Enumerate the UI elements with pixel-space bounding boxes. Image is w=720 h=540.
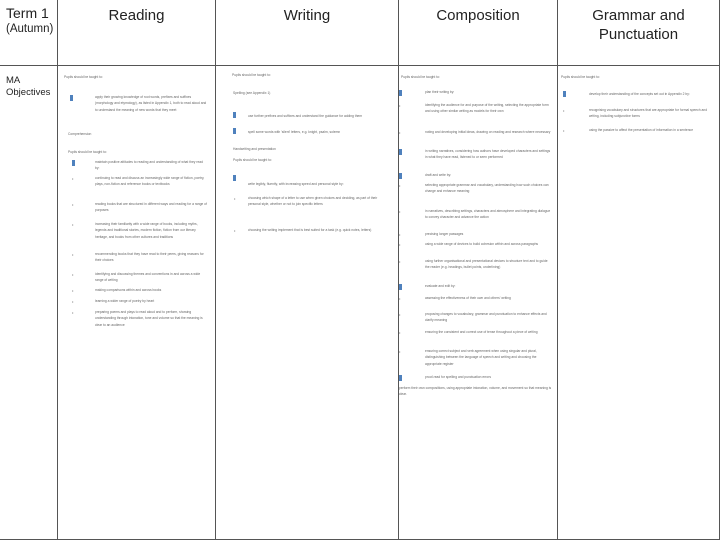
sub-bullet-dot: • — [563, 108, 565, 113]
reading-item: making comparisons within and across books — [95, 288, 162, 292]
term-header — [0, 0, 58, 66]
composition-item: proposing changes to vocabulary, grammar and punctuation to enhance effects and clarify meaning — [425, 312, 547, 323]
writing-item: spell some words with 'silent' letters, e.g. knight, psalm, solemn — [248, 130, 341, 134]
grammar-intro: Pupils should be taught to: — [561, 75, 600, 79]
bullet-marker — [563, 91, 566, 97]
sub-bullet-dot: • — [399, 330, 401, 335]
writing-title: Writing — [283, 7, 331, 24]
sub-bullet-dot: • — [399, 209, 401, 214]
bullet-marker — [399, 284, 402, 290]
composition-item: proof-read for spelling and punctuation errors — [425, 375, 491, 379]
sub-bullet-dot: • — [72, 202, 74, 207]
sub-bullet-dot: • — [399, 232, 401, 237]
sub-bullet-dot: • — [234, 228, 236, 233]
composition-item: perform their own compositions, using appropriate intonation, volume, and movement so that meaning is clear. — [399, 386, 552, 397]
bullet-marker — [233, 175, 236, 181]
reading-column — [58, 66, 216, 540]
composition-item: evaluate and edit by: — [425, 284, 456, 288]
reading-intro-2: Pupils should be taught to: — [68, 150, 107, 154]
composition-intro: Pupils should be taught to: — [401, 75, 440, 79]
bullet-marker — [72, 160, 75, 166]
sub-bullet-dot: • — [72, 222, 74, 227]
grammar-title-line2: Punctuation — [598, 26, 679, 43]
term-title: Term 1 — [6, 5, 49, 21]
writing-item: choosing the writing implement that is best suited for a task (e.g. quick notes, letters) — [248, 228, 372, 232]
grammar-header — [558, 0, 720, 66]
grammar-item: using the passive to affect the presentation of information in a sentence — [589, 128, 694, 132]
reading-item: increasing their familiarity with a wide range of books, including myths, legends and traditional stories, modern fiction, fiction from our literary heritage, and books from other cultures and traditions — [95, 222, 198, 239]
writing-item: write legibly, fluently, with increasing speed and personal style by: — [248, 182, 344, 186]
writing-intro-2: Pupils should be taught to: — [233, 158, 272, 162]
reading-intro: Pupils should be taught to: — [64, 75, 103, 79]
sub-bullet-dot: • — [234, 196, 236, 201]
reading-title: Reading — [108, 7, 165, 24]
reading-item: maintain positive attitudes to reading and understanding of what they read by: — [95, 160, 203, 171]
objectives-label: MA Objectives — [0, 66, 58, 540]
writing-header — [216, 0, 399, 66]
spelling-heading: Spelling (see Appendix 1) — [233, 91, 271, 95]
reading-item: continuing to read and discuss an increasingly wide range of fiction, poetry, plays, non-fiction and reference books or textbooks — [95, 176, 205, 187]
sub-bullet-dot: • — [72, 176, 74, 181]
composition-item: plan their writing by: — [425, 90, 455, 94]
bullet-marker — [233, 128, 236, 134]
bullet-marker — [70, 95, 73, 101]
sub-bullet-dot: • — [399, 183, 401, 188]
sub-bullet-dot: • — [399, 312, 401, 317]
comprehension-heading: Comprehension — [68, 132, 92, 136]
composition-item: precising longer passages — [425, 232, 464, 236]
composition-item: assessing the effectiveness of their own and others' writing — [425, 296, 511, 300]
sub-bullet-dot: • — [72, 252, 74, 257]
composition-item: draft and write by: — [425, 173, 452, 177]
sub-bullet-dot: • — [399, 349, 401, 354]
sub-bullet-dot: • — [72, 310, 74, 315]
composition-item: ensuring the consistent and correct use of tense throughout a piece of writing — [425, 330, 538, 334]
reading-item: recommending books that they have read to their peers, giving reasons for their choices — [95, 252, 204, 263]
sub-bullet-dot: • — [399, 259, 401, 264]
reading-item: learning a wider range of poetry by heart — [95, 299, 155, 303]
grammar-item: recognising vocabulary and structures that are appropriate for formal speech and writing, including subjunctive forms — [589, 108, 708, 119]
reading-header — [58, 0, 216, 66]
reading-item: preparing poems and plays to read aloud and to perform, showing understanding through intonation, tone and volume so that the meaning is clear to an audience — [95, 310, 203, 327]
sub-bullet-dot: • — [399, 130, 401, 135]
sub-bullet-dot: • — [72, 288, 74, 293]
sub-bullet-dot: • — [72, 299, 74, 304]
composition-item: selecting appropriate grammar and vocabulary, understanding how such choices can change and enhance meaning — [425, 183, 549, 194]
sub-bullet-dot: • — [399, 296, 401, 301]
bullet-marker — [399, 375, 402, 381]
reading-item: identifying and discussing themes and conventions in and across a wide range of writing — [95, 272, 201, 283]
grammar-column — [558, 66, 720, 540]
grammar-title-line1: Grammar and — [592, 7, 685, 24]
composition-item: using a wide range of devices to build cohesion within and across paragraphs — [425, 242, 539, 246]
handwriting-heading: Handwriting and presentation — [233, 147, 276, 151]
sub-bullet-dot: • — [563, 128, 565, 133]
sub-bullet-dot: • — [399, 242, 401, 247]
sub-bullet-dot: • — [399, 103, 401, 108]
composition-item: in writing narratives, considering how authors have developed characters and settings in what they have read, listened to or seen performed — [425, 149, 551, 160]
bullet-marker — [399, 90, 402, 96]
composition-title: Composition — [436, 7, 520, 24]
bullet-marker — [399, 173, 402, 179]
bullet-marker — [399, 149, 402, 155]
writing-intro: Pupils should be taught to: — [232, 73, 271, 77]
writing-column — [216, 66, 399, 540]
composition-item: in narratives, describing settings, characters and atmosphere and integrating dialogue to convey character and advance the action — [425, 209, 551, 220]
composition-item: ensuring correct subject and verb agreement when using singular and plural, distinguishing between the language of speech and writing and choosing the appropriate register — [425, 349, 537, 366]
grammar-item: develop their understanding of the concepts set out in Appendix 2 by: — [589, 92, 690, 96]
composition-item: using further organisational and presentational devices to structure text and to guide the reader (e.g. headings, bullet points, underlining) — [425, 259, 548, 270]
term-subtitle: (Autumn) — [6, 23, 54, 35]
composition-column — [399, 66, 558, 540]
reading-item: apply their growing knowledge of root words, prefixes and suffixes (morphology and etymology), as listed in Appendix 1, both to read aloud and to understand the meaning of new words that they meet — [95, 95, 207, 112]
bullet-marker — [233, 112, 236, 118]
sub-bullet-dot: • — [72, 272, 74, 277]
composition-item: noting and developing initial ideas, drawing on reading and research where necessary — [425, 130, 551, 134]
writing-item: choosing which shape of a letter to use when given choices and deciding, as part of their personal style, whether or not to join specific letters — [248, 196, 378, 207]
writing-item: use further prefixes and suffixes and understand the guidance for adding them — [248, 114, 363, 118]
reading-item: reading books that are structured in different ways and reading for a range of purposes — [95, 202, 207, 213]
composition-header — [399, 0, 558, 66]
composition-item: identifying the audience for and purpose of the writing, selecting the appropriate form and using other similar writing as models for their own — [425, 103, 549, 114]
